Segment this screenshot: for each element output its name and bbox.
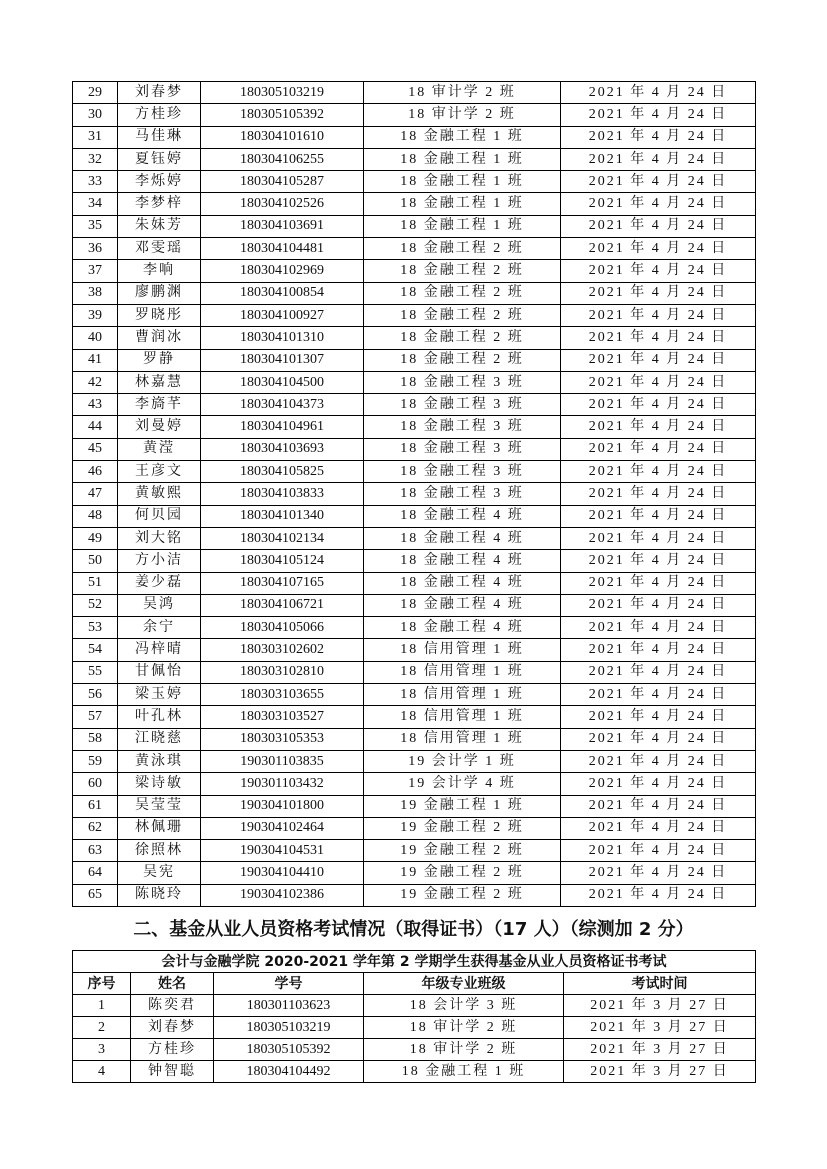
- cell-name: 李梦梓: [118, 193, 201, 215]
- table-row: [73, 260, 756, 282]
- table-row: [73, 461, 756, 483]
- cell-exam-date: 2021 年 4 月 24 日: [561, 550, 756, 572]
- table-row: [73, 817, 756, 839]
- cell-index: 50: [73, 550, 118, 572]
- cell-index: 60: [73, 773, 118, 795]
- cell-student-id: 180304104961: [201, 416, 364, 438]
- cell-name: 方小洁: [118, 550, 201, 572]
- cell-student-id: 180304105124: [201, 550, 364, 572]
- cell-index: 1: [73, 995, 131, 1017]
- cell-exam-date: 2021 年 4 月 24 日: [561, 349, 756, 371]
- cell-index: 61: [73, 795, 118, 817]
- cell-name: 方桂珍: [118, 104, 201, 126]
- students-table-continued: [72, 81, 756, 907]
- cell-exam-date: 2021 年 3 月 27 日: [564, 1039, 756, 1061]
- cell-class: 18 金融工程 3 班: [364, 394, 561, 416]
- cell-name: 吴鸿: [118, 594, 201, 616]
- table-row: [73, 728, 756, 750]
- cell-student-id: 180304104481: [201, 238, 364, 260]
- cell-class: 19 金融工程 1 班: [364, 795, 561, 817]
- cell-student-id: 180303105353: [201, 728, 364, 750]
- cell-student-id: 180304102526: [201, 193, 364, 215]
- table-row: [73, 550, 756, 572]
- cell-index: 45: [73, 438, 118, 460]
- cell-exam-date: 2021 年 4 月 24 日: [561, 126, 756, 148]
- cell-name: 罗晓彤: [118, 304, 201, 326]
- cell-exam-date: 2021 年 4 月 24 日: [561, 171, 756, 193]
- cell-exam-date: 2021 年 4 月 24 日: [561, 304, 756, 326]
- cell-name: 姜少磊: [118, 572, 201, 594]
- table-row: [73, 104, 756, 126]
- cell-student-id: 180301103623: [214, 995, 364, 1017]
- table-row: [73, 505, 756, 527]
- cell-exam-date: 2021 年 4 月 24 日: [561, 416, 756, 438]
- cell-student-id: 180305103219: [214, 1017, 364, 1039]
- cell-index: 55: [73, 661, 118, 683]
- cell-student-id: 180305105392: [214, 1039, 364, 1061]
- table-title: 会计与金融学院 2020-2021 学年第 2 学期学生获得基金从业人员资格证书考试: [73, 951, 756, 973]
- cell-student-id: 190304102386: [201, 884, 364, 906]
- cell-class: 18 金融工程 4 班: [364, 550, 561, 572]
- cell-class: 19 金融工程 2 班: [364, 817, 561, 839]
- cell-exam-date: 2021 年 4 月 24 日: [561, 238, 756, 260]
- cell-index: 37: [73, 260, 118, 282]
- cell-index: 35: [73, 215, 118, 237]
- cell-exam-date: 2021 年 4 月 24 日: [561, 572, 756, 594]
- cell-name: 罗静: [118, 349, 201, 371]
- section-title: 二、基金从业人员资格考试情况（取得证书）（17 人）（综测加 2 分）: [133, 919, 694, 940]
- cell-class: 18 信用管理 1 班: [364, 661, 561, 683]
- cell-student-id: 180304106255: [201, 148, 364, 170]
- cell-index: 64: [73, 862, 118, 884]
- cell-class: 18 金融工程 1 班: [364, 126, 561, 148]
- cell-exam-date: 2021 年 4 月 24 日: [561, 862, 756, 884]
- cell-index: 52: [73, 594, 118, 616]
- table-row: [73, 639, 756, 661]
- cell-exam-date: 2021 年 4 月 24 日: [561, 148, 756, 170]
- cell-class: 18 金融工程 2 班: [364, 260, 561, 282]
- cell-name: 何贝园: [118, 505, 201, 527]
- cell-name: 林嘉慧: [118, 371, 201, 393]
- cell-index: 57: [73, 706, 118, 728]
- fund-certificate-table: [72, 950, 756, 1083]
- table-row: [73, 193, 756, 215]
- cell-class: 18 金融工程 3 班: [364, 483, 561, 505]
- cell-class: 18 审计学 2 班: [364, 1017, 564, 1039]
- cell-student-id: 190304104410: [201, 862, 364, 884]
- cell-index: 46: [73, 461, 118, 483]
- cell-student-id: 180304103833: [201, 483, 364, 505]
- table-row: [73, 572, 756, 594]
- cell-class: 18 信用管理 1 班: [364, 728, 561, 750]
- cell-student-id: 180303102602: [201, 639, 364, 661]
- cell-student-id: 180304101610: [201, 126, 364, 148]
- cell-student-id: 180303102810: [201, 661, 364, 683]
- cell-class: 18 金融工程 2 班: [364, 238, 561, 260]
- cell-name: 方桂珍: [131, 1039, 214, 1061]
- cell-index: 31: [73, 126, 118, 148]
- table-row: [73, 349, 756, 371]
- table-row: [73, 416, 756, 438]
- cell-student-id: 180304102134: [201, 527, 364, 549]
- cell-exam-date: 2021 年 4 月 24 日: [561, 617, 756, 639]
- table-row: [73, 148, 756, 170]
- cell-exam-date: 2021 年 4 月 24 日: [561, 661, 756, 683]
- cell-index: 4: [73, 1061, 131, 1083]
- table-row: [73, 684, 756, 706]
- cell-exam-date: 2021 年 4 月 24 日: [561, 461, 756, 483]
- cell-index: 38: [73, 282, 118, 304]
- cell-name: 徐照林: [118, 840, 201, 862]
- header-class: 年级专业班级: [364, 973, 564, 995]
- cell-exam-date: 2021 年 4 月 24 日: [561, 817, 756, 839]
- cell-exam-date: 2021 年 4 月 24 日: [561, 193, 756, 215]
- cell-exam-date: 2021 年 4 月 24 日: [561, 840, 756, 862]
- cell-student-id: 180303103655: [201, 684, 364, 706]
- cell-student-id: 180304106721: [201, 594, 364, 616]
- cell-name: 廖鹏渊: [118, 282, 201, 304]
- table-row: [73, 483, 756, 505]
- cell-index: 47: [73, 483, 118, 505]
- cell-name: 林佩珊: [118, 817, 201, 839]
- cell-student-id: 180304103693: [201, 438, 364, 460]
- cell-name: 黄泳琪: [118, 750, 201, 772]
- table-row: [73, 1039, 756, 1061]
- cell-student-id: 180304104500: [201, 371, 364, 393]
- cell-index: 29: [73, 82, 118, 104]
- cell-student-id: 190304101800: [201, 795, 364, 817]
- cell-index: 44: [73, 416, 118, 438]
- cell-class: 18 金融工程 3 班: [364, 371, 561, 393]
- cell-name: 夏钰婷: [118, 148, 201, 170]
- cell-student-id: 180303103527: [201, 706, 364, 728]
- cell-class: 18 金融工程 3 班: [364, 461, 561, 483]
- cell-index: 51: [73, 572, 118, 594]
- cell-name: 李响: [118, 260, 201, 282]
- cell-exam-date: 2021 年 4 月 24 日: [561, 773, 756, 795]
- cell-exam-date: 2021 年 3 月 27 日: [564, 995, 756, 1017]
- cell-exam-date: 2021 年 4 月 24 日: [561, 884, 756, 906]
- table-row: [73, 171, 756, 193]
- cell-name: 黄敏熙: [118, 483, 201, 505]
- cell-student-id: 180304101307: [201, 349, 364, 371]
- cell-name: 黄滢: [118, 438, 201, 460]
- table-row: [73, 840, 756, 862]
- cell-exam-date: 2021 年 4 月 24 日: [561, 104, 756, 126]
- cell-exam-date: 2021 年 4 月 24 日: [561, 327, 756, 349]
- table-row: [73, 1017, 756, 1039]
- header-index: 序号: [73, 973, 131, 995]
- cell-class: 18 审计学 2 班: [364, 104, 561, 126]
- cell-class: 18 金融工程 1 班: [364, 193, 561, 215]
- table-row: [73, 995, 756, 1017]
- table-row: [73, 238, 756, 260]
- cell-name: 梁玉婷: [118, 684, 201, 706]
- table-row: [73, 126, 756, 148]
- table-title-row: [73, 951, 756, 973]
- cell-student-id: 190304102464: [201, 817, 364, 839]
- cell-name: 叶孔林: [118, 706, 201, 728]
- cell-name: 钟智聪: [131, 1061, 214, 1083]
- cell-student-id: 180304104492: [214, 1061, 364, 1083]
- cell-index: 56: [73, 684, 118, 706]
- cell-index: 62: [73, 817, 118, 839]
- table-row: [73, 371, 756, 393]
- table-row: [73, 773, 756, 795]
- table-row: [73, 1061, 756, 1083]
- cell-index: 34: [73, 193, 118, 215]
- cell-exam-date: 2021 年 4 月 24 日: [561, 795, 756, 817]
- cell-student-id: 180304105825: [201, 461, 364, 483]
- cell-class: 18 信用管理 1 班: [364, 684, 561, 706]
- table-row: [73, 304, 756, 326]
- cell-name: 李旖芊: [118, 394, 201, 416]
- table-row: [73, 617, 756, 639]
- cell-class: 18 金融工程 2 班: [364, 327, 561, 349]
- cell-student-id: 180305105392: [201, 104, 364, 126]
- cell-student-id: 190301103835: [201, 750, 364, 772]
- cell-index: 3: [73, 1039, 131, 1061]
- cell-exam-date: 2021 年 4 月 24 日: [561, 594, 756, 616]
- cell-class: 19 会计学 4 班: [364, 773, 561, 795]
- cell-class: 18 信用管理 1 班: [364, 639, 561, 661]
- cell-name: 曹润冰: [118, 327, 201, 349]
- table-row: [73, 862, 756, 884]
- table-row: [73, 82, 756, 104]
- cell-student-id: 180304104373: [201, 394, 364, 416]
- cell-name: 陈奕君: [131, 995, 214, 1017]
- cell-index: 2: [73, 1017, 131, 1039]
- cell-student-id: 180304103691: [201, 215, 364, 237]
- cell-name: 李烁婷: [118, 171, 201, 193]
- cell-class: 18 金融工程 4 班: [364, 594, 561, 616]
- cell-name: 吴宪: [118, 862, 201, 884]
- cell-index: 40: [73, 327, 118, 349]
- table-row: [73, 215, 756, 237]
- cell-class: 18 金融工程 3 班: [364, 416, 561, 438]
- cell-exam-date: 2021 年 4 月 24 日: [561, 260, 756, 282]
- cell-exam-date: 2021 年 4 月 24 日: [561, 82, 756, 104]
- cell-name: 冯梓晴: [118, 639, 201, 661]
- cell-name: 陈晓玲: [118, 884, 201, 906]
- cell-name: 马佳琳: [118, 126, 201, 148]
- cell-class: 18 金融工程 4 班: [364, 505, 561, 527]
- header-exam-date: 考试时间: [564, 973, 756, 995]
- cell-exam-date: 2021 年 4 月 24 日: [561, 215, 756, 237]
- cell-exam-date: 2021 年 4 月 24 日: [561, 639, 756, 661]
- cell-student-id: 180304100927: [201, 304, 364, 326]
- cell-index: 53: [73, 617, 118, 639]
- cell-name: 余宁: [118, 617, 201, 639]
- table-row: [73, 394, 756, 416]
- cell-index: 63: [73, 840, 118, 862]
- table-row: [73, 594, 756, 616]
- table-header-row: [73, 973, 756, 995]
- header-name: 姓名: [131, 973, 214, 995]
- cell-exam-date: 2021 年 4 月 24 日: [561, 483, 756, 505]
- cell-exam-date: 2021 年 4 月 24 日: [561, 706, 756, 728]
- table-row: [73, 795, 756, 817]
- cell-exam-date: 2021 年 4 月 24 日: [561, 527, 756, 549]
- cell-class: 18 金融工程 1 班: [364, 171, 561, 193]
- cell-index: 41: [73, 349, 118, 371]
- table-row: [73, 327, 756, 349]
- cell-name: 刘曼婷: [118, 416, 201, 438]
- cell-student-id: 190301103432: [201, 773, 364, 795]
- table-row: [73, 527, 756, 549]
- cell-class: 18 金融工程 2 班: [364, 282, 561, 304]
- cell-exam-date: 2021 年 4 月 24 日: [561, 750, 756, 772]
- table-row: [73, 438, 756, 460]
- cell-exam-date: 2021 年 3 月 27 日: [564, 1061, 756, 1083]
- cell-exam-date: 2021 年 4 月 24 日: [561, 438, 756, 460]
- table-row: [73, 750, 756, 772]
- cell-exam-date: 2021 年 4 月 24 日: [561, 684, 756, 706]
- cell-index: 54: [73, 639, 118, 661]
- cell-class: 19 金融工程 2 班: [364, 862, 561, 884]
- cell-exam-date: 2021 年 4 月 24 日: [561, 282, 756, 304]
- cell-exam-date: 2021 年 3 月 27 日: [564, 1017, 756, 1039]
- cell-name: 邓雯瑶: [118, 238, 201, 260]
- cell-exam-date: 2021 年 4 月 24 日: [561, 371, 756, 393]
- cell-class: 18 信用管理 1 班: [364, 706, 561, 728]
- cell-index: 43: [73, 394, 118, 416]
- cell-class: 18 金融工程 4 班: [364, 527, 561, 549]
- cell-class: 18 金融工程 4 班: [364, 617, 561, 639]
- cell-class: 18 金融工程 1 班: [364, 215, 561, 237]
- cell-class: 18 金融工程 4 班: [364, 572, 561, 594]
- cell-index: 49: [73, 527, 118, 549]
- cell-student-id: 180304100854: [201, 282, 364, 304]
- cell-exam-date: 2021 年 4 月 24 日: [561, 728, 756, 750]
- cell-index: 36: [73, 238, 118, 260]
- cell-class: 19 金融工程 2 班: [364, 884, 561, 906]
- cell-class: 18 会计学 3 班: [364, 995, 564, 1017]
- cell-exam-date: 2021 年 4 月 24 日: [561, 505, 756, 527]
- header-student-id: 学号: [214, 973, 364, 995]
- cell-student-id: 180304102969: [201, 260, 364, 282]
- cell-name: 王彦文: [118, 461, 201, 483]
- table-row: [73, 661, 756, 683]
- cell-class: 18 审计学 2 班: [364, 1039, 564, 1061]
- cell-index: 59: [73, 750, 118, 772]
- table-row: [73, 282, 756, 304]
- cell-student-id: 180304105287: [201, 171, 364, 193]
- cell-class: 19 金融工程 2 班: [364, 840, 561, 862]
- cell-name: 梁诗敏: [118, 773, 201, 795]
- cell-name: 吴莹莹: [118, 795, 201, 817]
- table-row: [73, 884, 756, 906]
- cell-class: 18 审计学 2 班: [364, 82, 561, 104]
- cell-name: 刘大铭: [118, 527, 201, 549]
- cell-class: 18 金融工程 1 班: [364, 1061, 564, 1083]
- cell-student-id: 180304105066: [201, 617, 364, 639]
- cell-exam-date: 2021 年 4 月 24 日: [561, 394, 756, 416]
- cell-class: 18 金融工程 3 班: [364, 438, 561, 460]
- cell-student-id: 180305103219: [201, 82, 364, 104]
- cell-index: 39: [73, 304, 118, 326]
- cell-name: 朱妹芳: [118, 215, 201, 237]
- cell-student-id: 190304104531: [201, 840, 364, 862]
- cell-student-id: 180304101340: [201, 505, 364, 527]
- cell-class: 19 会计学 1 班: [364, 750, 561, 772]
- cell-index: 33: [73, 171, 118, 193]
- cell-index: 42: [73, 371, 118, 393]
- cell-index: 58: [73, 728, 118, 750]
- cell-index: 65: [73, 884, 118, 906]
- cell-class: 18 金融工程 2 班: [364, 304, 561, 326]
- cell-class: 18 金融工程 1 班: [364, 148, 561, 170]
- cell-index: 30: [73, 104, 118, 126]
- cell-name: 甘佩怡: [118, 661, 201, 683]
- table-row: [73, 706, 756, 728]
- cell-name: 江晓慈: [118, 728, 201, 750]
- cell-class: 18 金融工程 2 班: [364, 349, 561, 371]
- cell-student-id: 180304101310: [201, 327, 364, 349]
- cell-index: 32: [73, 148, 118, 170]
- cell-student-id: 180304107165: [201, 572, 364, 594]
- cell-name: 刘春梦: [131, 1017, 214, 1039]
- cell-index: 48: [73, 505, 118, 527]
- cell-name: 刘春梦: [118, 82, 201, 104]
